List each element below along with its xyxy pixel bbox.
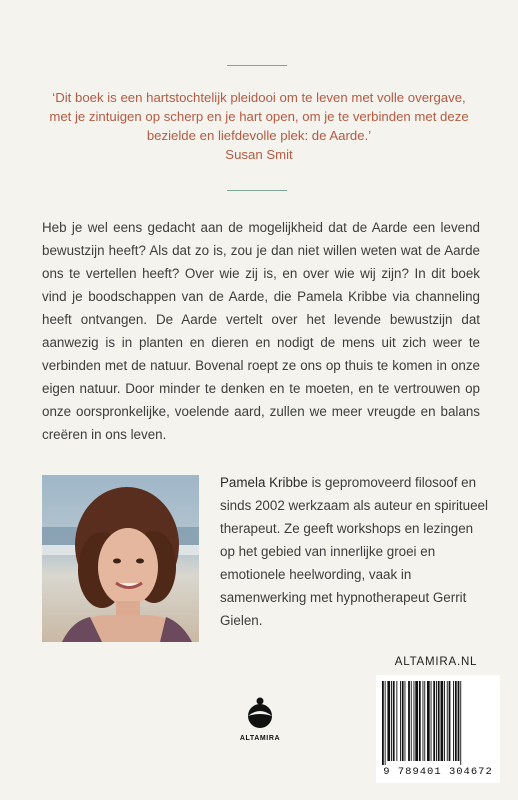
altamira-logo-icon <box>220 695 300 733</box>
isbn-barcode <box>376 675 500 783</box>
barcode-number: 9 789401 304672 <box>383 766 493 778</box>
author-photo <box>42 475 199 642</box>
publisher-logo <box>220 695 300 770</box>
author-name: Pamela Kribbe <box>220 475 308 490</box>
divider-top <box>227 65 287 66</box>
author-bio <box>220 471 490 632</box>
author-portrait-icon <box>42 475 199 642</box>
divider-bottom <box>227 190 287 191</box>
quote-text: ‘Dit boek is een hartstochtelijk pleidooi om te leven met volle overgave, met je zintuigen op scherp en je hart open, om je te verbinden met deze bezielde en liefdevolle plek: de Aarde.’ <box>49 90 469 143</box>
quote-author: Susan Smit <box>225 147 293 162</box>
book-description: Heb je wel eens gedacht aan de mogelijkheid dat de Aarde een levend bewustzijn heeft? Als dat zo is, zou je dan niet willen weten wat de Aarde ons te vertellen heeft? Over wie zij is, en over wie wij zijn? In dit boek vind je boodschappen van de Aarde, die Pamela Kribbe via channeling heeft ontvangen. De Aarde vertelt over het levende bewustzijn dat aanwezig is in planten en dieren en nodigt de mens uit zich weer te verbinden met de natuur. Bovenal roept ze ons op thuis te komen in onze eigen natuur. Door minder te denken en te moeten, en te vertrouwen op onze oorspronkelijke, voelende aard, zullen we meer vreugde en balans creëren in ons leven. <box>42 220 480 442</box>
barcode-icon <box>376 675 500 767</box>
publisher-website: ALTAMIRA.NL <box>394 656 478 668</box>
author-bio-text: is gepromoveerd filosoof en sinds 2002 werkzaam als auteur en spiritueel therapeut. Ze geeft workshops en lezingen op het gebied van innerlijke groei en emotionele heelwording, vaak in samenwerking met hypnotherapeut Gerrit Gielen. <box>220 475 488 628</box>
publisher-logo-text: ALTAMIRA <box>239 735 281 742</box>
endorsement-quote <box>40 88 478 164</box>
